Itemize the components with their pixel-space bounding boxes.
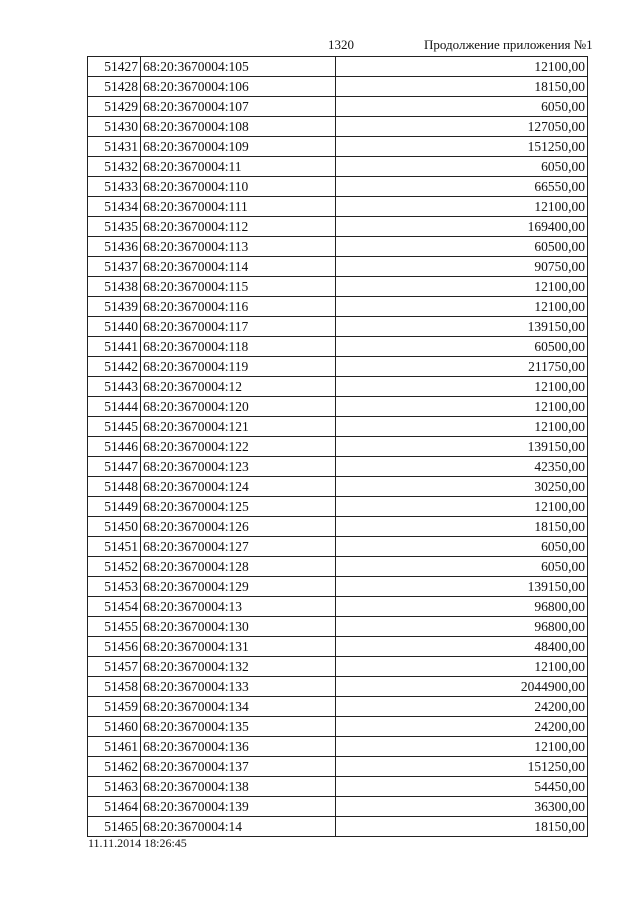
table-row [88,717,588,737]
cadastral-number: 68:20:3670004:127 [141,537,336,557]
cadastral-value: 42350,00 [336,457,588,477]
cadastral-value: 6050,00 [336,97,588,117]
row-number: 51437 [88,257,141,277]
table-row [88,477,588,497]
table-row [88,657,588,677]
row-number: 51430 [88,117,141,137]
cadastral-value: 60500,00 [336,237,588,257]
cadastral-value: 139150,00 [336,317,588,337]
cadastral-value: 151250,00 [336,757,588,777]
cadastral-value: 90750,00 [336,257,588,277]
row-number: 51438 [88,277,141,297]
cadastral-number: 68:20:3670004:135 [141,717,336,737]
cadastral-value: 12100,00 [336,417,588,437]
cadastral-value: 66550,00 [336,177,588,197]
cadastral-number: 68:20:3670004:138 [141,777,336,797]
cadastral-number: 68:20:3670004:133 [141,677,336,697]
table-row [88,217,588,237]
row-number: 51443 [88,377,141,397]
table-row [88,177,588,197]
row-number: 51453 [88,577,141,597]
row-number: 51439 [88,297,141,317]
table-row [88,157,588,177]
row-number: 51427 [88,57,141,77]
cadastral-number: 68:20:3670004:136 [141,737,336,757]
cadastral-value: 60500,00 [336,337,588,357]
cadastral-number: 68:20:3670004:108 [141,117,336,137]
cadastral-value: 6050,00 [336,157,588,177]
cadastral-number: 68:20:3670004:112 [141,217,336,237]
cadastral-number: 68:20:3670004:13 [141,597,336,617]
row-number: 51451 [88,537,141,557]
cadastral-value: 48400,00 [336,637,588,657]
cadastral-number: 68:20:3670004:123 [141,457,336,477]
cadastral-number: 68:20:3670004:109 [141,137,336,157]
row-number: 51449 [88,497,141,517]
cadastral-value: 18150,00 [336,517,588,537]
table-row [88,577,588,597]
row-number: 51455 [88,617,141,637]
cadastral-number: 68:20:3670004:128 [141,557,336,577]
table-row [88,737,588,757]
row-number: 51429 [88,97,141,117]
table-row [88,677,588,697]
cadastral-number: 68:20:3670004:124 [141,477,336,497]
row-number: 51428 [88,77,141,97]
table-row [88,777,588,797]
cadastral-number: 68:20:3670004:14 [141,817,336,837]
table-row [88,357,588,377]
table-row [88,417,588,437]
row-number: 51434 [88,197,141,217]
continuation-label: Продолжение приложения №1 [424,37,593,52]
row-number: 51457 [88,657,141,677]
table-row [88,57,588,77]
cadastral-number: 68:20:3670004:120 [141,397,336,417]
row-number: 51462 [88,757,141,777]
cadastral-value: 24200,00 [336,717,588,737]
table-row [88,197,588,217]
table-row [88,397,588,417]
cadastral-value: 30250,00 [336,477,588,497]
row-number: 51450 [88,517,141,537]
table-row [88,137,588,157]
cadastral-number: 68:20:3670004:119 [141,357,336,377]
table-row [88,757,588,777]
cadastral-number: 68:20:3670004:132 [141,657,336,677]
cadastral-number: 68:20:3670004:129 [141,577,336,597]
table-row [88,457,588,477]
cadastral-value: 139150,00 [336,437,588,457]
cadastral-value: 12100,00 [336,197,588,217]
table-row [88,377,588,397]
cadastral-number: 68:20:3670004:113 [141,237,336,257]
cadastral-value: 127050,00 [336,117,588,137]
cadastral-number: 68:20:3670004:111 [141,197,336,217]
table-row [88,237,588,257]
row-number: 51435 [88,217,141,237]
table-row [88,257,588,277]
table-row [88,497,588,517]
cadastral-number: 68:20:3670004:139 [141,797,336,817]
cadastral-number: 68:20:3670004:118 [141,337,336,357]
row-number: 51432 [88,157,141,177]
cadastral-value: 12100,00 [336,277,588,297]
cadastral-number: 68:20:3670004:131 [141,637,336,657]
cadastral-number: 68:20:3670004:122 [141,437,336,457]
cadastral-number: 68:20:3670004:117 [141,317,336,337]
cadastral-value: 96800,00 [336,617,588,637]
table-row [88,337,588,357]
table-row [88,117,588,137]
cadastral-value: 211750,00 [336,357,588,377]
cadastral-number: 68:20:3670004:134 [141,697,336,717]
table-row [88,617,588,637]
table-row [88,797,588,817]
cadastral-value: 12100,00 [336,657,588,677]
cadastral-number: 68:20:3670004:121 [141,417,336,437]
cadastral-value: 12100,00 [336,497,588,517]
cadastral-number: 68:20:3670004:106 [141,77,336,97]
table-row [88,77,588,97]
row-number: 51465 [88,817,141,837]
cadastral-value: 12100,00 [336,737,588,757]
print-timestamp: 11.11.2014 18:26:45 [88,836,187,850]
table-row [88,697,588,717]
cadastral-number: 68:20:3670004:125 [141,497,336,517]
row-number: 51463 [88,777,141,797]
table-row [88,537,588,557]
cadastral-value: 96800,00 [336,597,588,617]
row-number: 51444 [88,397,141,417]
cadastral-value: 151250,00 [336,137,588,157]
cadastral-value: 6050,00 [336,557,588,577]
cadastral-value: 169400,00 [336,217,588,237]
cadastral-number: 68:20:3670004:130 [141,617,336,637]
row-number: 51442 [88,357,141,377]
row-number: 51431 [88,137,141,157]
row-number: 51456 [88,637,141,657]
row-number: 51445 [88,417,141,437]
table-row [88,297,588,317]
table-row [88,517,588,537]
table-row [88,317,588,337]
table-row [88,557,588,577]
page-number: 1320 [328,37,354,52]
row-number: 51460 [88,717,141,737]
cadastral-value: 6050,00 [336,537,588,557]
table-row [88,97,588,117]
cadastral-number: 68:20:3670004:105 [141,57,336,77]
row-number: 51440 [88,317,141,337]
cadastral-number: 68:20:3670004:116 [141,297,336,317]
row-number: 51461 [88,737,141,757]
row-number: 51459 [88,697,141,717]
cadastral-value: 18150,00 [336,77,588,97]
cadastral-value: 12100,00 [336,397,588,417]
table-row [88,437,588,457]
cadastral-number: 68:20:3670004:126 [141,517,336,537]
cadastral-value: 12100,00 [336,377,588,397]
row-number: 51441 [88,337,141,357]
cadastral-number: 68:20:3670004:110 [141,177,336,197]
cadastral-number: 68:20:3670004:11 [141,157,336,177]
cadastral-number: 68:20:3670004:115 [141,277,336,297]
table-row [88,597,588,617]
cadastral-value: 36300,00 [336,797,588,817]
row-number: 51454 [88,597,141,617]
cadastral-value: 54450,00 [336,777,588,797]
cadastral-value: 12100,00 [336,297,588,317]
cadastral-number: 68:20:3670004:12 [141,377,336,397]
row-number: 51464 [88,797,141,817]
row-number: 51448 [88,477,141,497]
cadastral-number: 68:20:3670004:114 [141,257,336,277]
cadastral-value-table [87,56,588,837]
cadastral-value: 139150,00 [336,577,588,597]
row-number: 51458 [88,677,141,697]
row-number: 51446 [88,437,141,457]
table-body [88,57,588,837]
cadastral-value: 2044900,00 [336,677,588,697]
row-number: 51452 [88,557,141,577]
cadastral-value: 18150,00 [336,817,588,837]
cadastral-number: 68:20:3670004:137 [141,757,336,777]
cadastral-value: 12100,00 [336,57,588,77]
table-row [88,817,588,837]
cadastral-value: 24200,00 [336,697,588,717]
table-row [88,637,588,657]
row-number: 51447 [88,457,141,477]
table-row [88,277,588,297]
row-number: 51433 [88,177,141,197]
cadastral-number: 68:20:3670004:107 [141,97,336,117]
row-number: 51436 [88,237,141,257]
